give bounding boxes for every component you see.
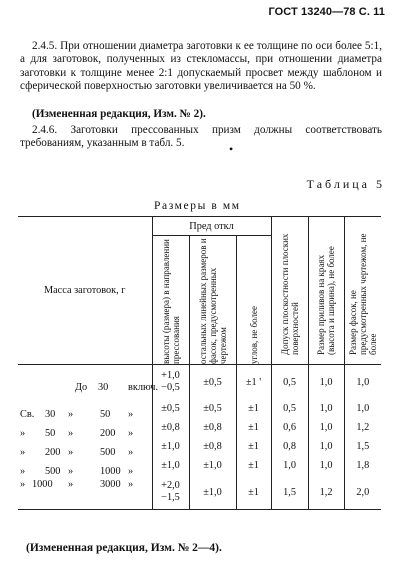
ditto-mark: »	[128, 408, 134, 420]
flatness-tol: 0,8	[271, 437, 308, 456]
paragraph-2-4-5: 2.4.5. При отношении диаметра заготовки к ее толщине по оси более 5:1, а для заготовок, полученных из стекломассы, при отношении диаметра заготовки к толщине менее 2:1 допускаемый просвет между шаблоном и сферической поверхностью заготовки увеличивается на 50 %.	[20, 40, 382, 93]
height-tol: ±1,0	[152, 456, 189, 475]
mass-to: 1000	[100, 465, 121, 477]
table-row	[18, 399, 381, 418]
header-linear: остальных линейных размеров и фасок, предусмотренных чертежом	[197, 238, 228, 364]
linear-tol: ±0,5	[189, 399, 236, 418]
mass-prefix: Св.	[20, 408, 35, 420]
mass-suffix: включ.	[128, 382, 159, 393]
height-tol: ±1,0	[152, 437, 189, 456]
linear-tol: ±1,0	[189, 456, 236, 475]
mass-prefix: »	[20, 427, 26, 439]
linear-tol: ±0,8	[189, 418, 236, 437]
ditto-mark: »	[128, 465, 134, 477]
flatness-tol: 0,5	[271, 365, 308, 400]
mass-from: 30	[45, 408, 56, 420]
header-flash: Размер приливов на краях (высота и ширина), не более	[316, 245, 337, 355]
angle-tol: ±1	[236, 456, 271, 475]
chamfer-size: 1,8	[344, 456, 381, 475]
height-lower: −1,5	[161, 492, 180, 503]
table-row	[18, 475, 381, 510]
ditto-mark: »	[68, 408, 74, 420]
linear-tol: ±1,0	[189, 475, 236, 510]
table-caption: Размеры в мм	[154, 200, 241, 212]
flash-size: 1,2	[308, 475, 344, 510]
paragraph-2-4-6: 2.4.6. Заготовки прессованных призм должны соответствовать требованиям, указанным в табл. 5.	[20, 124, 382, 150]
flatness-tol: 0,5	[271, 399, 308, 418]
header-chamfer: Размер фасок, не предусмотренных чертежом, не более	[347, 233, 378, 355]
flash-size: 1,0	[308, 456, 344, 475]
mass-from: 50	[45, 427, 56, 439]
header-angles: углов, не более	[248, 306, 259, 364]
chamfer-size: 1,0	[344, 399, 381, 418]
flash-size: 1,0	[308, 437, 344, 456]
ditto-mark: »	[128, 446, 134, 458]
table-row	[18, 365, 381, 400]
flash-size: 1,0	[308, 365, 344, 400]
angle-tol: ±1	[236, 418, 271, 437]
flatness-tol: 0,6	[271, 418, 308, 437]
angle-tol: ±1	[236, 399, 271, 418]
header-pred-otkl: Пред откл	[152, 217, 271, 236]
table-5	[18, 216, 381, 510]
height-upper: +1,0	[161, 370, 180, 381]
mass-to: 200	[100, 427, 116, 439]
height-lower: −0,5	[161, 382, 180, 393]
stray-mark: •	[229, 142, 234, 156]
ditto-mark: »	[68, 465, 74, 477]
mass-prefix: »	[20, 446, 26, 458]
mass-to: 3000	[100, 479, 121, 490]
flash-size: 1,0	[308, 418, 344, 437]
amendment-note-1: (Измененная редакция, Изм. № 2).	[32, 108, 206, 120]
angle-tol: ±1	[236, 437, 271, 456]
angle-tol: ±1 '	[236, 365, 271, 400]
ditto-mark: »	[68, 479, 74, 490]
chamfer-size: 1,2	[344, 418, 381, 437]
flatness-tol: 1,5	[271, 475, 308, 510]
mass-from: 1000	[32, 479, 53, 490]
mass-to: 50	[100, 408, 111, 420]
ditto-mark: »	[68, 427, 74, 439]
chamfer-size: 2,0	[344, 475, 381, 510]
amendment-note-2: (Измененная редакция, Изм. № 2—4).	[26, 542, 222, 554]
table-row	[18, 456, 381, 475]
chamfer-size: 1,5	[344, 437, 381, 456]
table-label: Таблица 5	[306, 177, 385, 191]
mass-prefix: До	[75, 382, 88, 393]
mass-to: 500	[100, 446, 116, 458]
height-tol: ±0,8	[152, 418, 189, 437]
flash-size: 1,0	[308, 399, 344, 418]
height-tol: ±0,5	[152, 399, 189, 418]
ditto-mark: »	[68, 446, 74, 458]
header-mass: Масса заготовок, г	[43, 285, 126, 296]
chamfer-size: 1,0	[344, 365, 381, 400]
height-upper: +2,0	[161, 480, 180, 491]
mass-from: 500	[45, 465, 61, 477]
angle-tol: ±1	[236, 475, 271, 510]
running-header: ГОСТ 13240—78 С. 11	[268, 6, 385, 18]
ditto-mark: »	[128, 427, 134, 439]
linear-tol: ±0,5	[189, 365, 236, 400]
table-row	[18, 418, 381, 437]
mass-prefix: »	[20, 479, 26, 490]
mass-prefix: »	[20, 465, 26, 477]
table-row	[18, 437, 381, 456]
header-flatness: Допуск плоскостности плоских поверхностей	[279, 233, 300, 355]
flatness-tol: 1,0	[271, 456, 308, 475]
mass-value: 30	[98, 382, 109, 393]
ditto-mark: »	[128, 479, 134, 490]
mass-from: 200	[45, 446, 61, 458]
header-height: высоты (размера) в направлении прессования	[160, 239, 181, 364]
linear-tol: ±0,8	[189, 437, 236, 456]
